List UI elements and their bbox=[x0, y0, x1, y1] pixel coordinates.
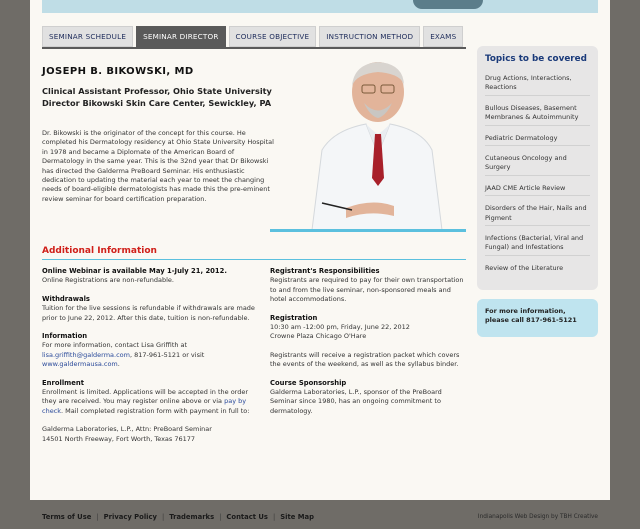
webinar-text: Online Registrations are non-refundable. bbox=[42, 276, 174, 285]
tab-instruction-method[interactable]: INSTRUCTION METHOD bbox=[319, 26, 420, 47]
topic-item: Cutaneous Oncology and Surgery bbox=[485, 154, 590, 176]
footer-credit[interactable]: Indianapolis Web Design by TBH Creative bbox=[477, 514, 598, 520]
footer-separator: | bbox=[96, 513, 99, 521]
topic-item: Drug Actions, Interactions, Reactions bbox=[485, 74, 590, 96]
topic-item: Review of the Literature bbox=[485, 263, 564, 272]
sponsorship-text: Galderma Laboratories, L.P., sponsor of the PreBoard Seminar since 1980, has an ongoing commitment to dermatology. bbox=[270, 388, 442, 415]
sponsorship-heading: Course Sponsorship bbox=[270, 378, 347, 387]
information-prefix: For more information, contact Lisa Griffith at bbox=[42, 341, 188, 350]
topics-heading: Topics to be covered bbox=[485, 54, 587, 64]
footer-links bbox=[42, 513, 314, 521]
topic-item: Disorders of the Hair, Nails and Pigment bbox=[485, 204, 590, 226]
responsibilities-text: Registrants are required to pay for their own transportation to and from the live seminar, non-sponsored meals and hotel accommodations. bbox=[270, 276, 464, 304]
topic-item: Bullous Diseases, Basement Membranes & Autoimmunity bbox=[485, 104, 590, 126]
director-name: JOSEPH B. BIKOWSKI, MD bbox=[42, 66, 194, 77]
withdrawals-text: Tuition for the live sessions is refundable if withdrawals are made prior to June 22, 2012. After this date, tuition is non-refundable. bbox=[42, 304, 255, 322]
information-text bbox=[42, 341, 260, 369]
registration-place: Crowne Plaza Chicago O'Hare bbox=[270, 332, 367, 341]
footer-link-trademarks[interactable]: Trademarks bbox=[169, 513, 215, 521]
information-heading: Information bbox=[42, 332, 88, 341]
contact-email-link[interactable]: lisa.griffith@galderma.com bbox=[42, 350, 130, 359]
registration-heading: Registration bbox=[270, 313, 318, 322]
hero-banner bbox=[42, 0, 598, 13]
website-link[interactable]: www.galdermausa.com bbox=[42, 360, 118, 369]
enrollment-text bbox=[42, 388, 260, 416]
pay-by-check-link[interactable]: pay by check bbox=[42, 397, 247, 415]
information-phone: , 817-961-5121 or visit bbox=[129, 350, 205, 359]
enrollment-prefix: Enrollment is limited. Applications will be accepted in the order they are received. You may register online above or via bbox=[42, 388, 249, 406]
footer-link-contact[interactable]: Contact Us bbox=[226, 513, 268, 521]
tab-seminar-schedule[interactable]: SEMINAR SCHEDULE bbox=[42, 26, 133, 47]
topic-item: Pediatric Dermatology bbox=[485, 134, 590, 146]
additional-info-heading: Additional Information bbox=[42, 246, 157, 256]
tab-seminar-director[interactable]: SEMINAR DIRECTOR bbox=[136, 26, 225, 47]
additional-info-right-column bbox=[270, 267, 466, 425]
tab-exams[interactable]: EXAMS bbox=[423, 26, 463, 47]
director-bio: Dr. Bikowski is the originator of the concept for this course. He completed his Dermatology residency at Ohio State University Hospital in 1978 and became a Diplomate of the American Board of Dermatology in the same year. This is the 32nd year that Dr Bikowski has directed the Galderma PreBoard Seminar. His enthusiastic dedication to updating the material each year to meet the changing needs of board-eligible dermatologists has made this the pre-eminent review seminar for board certification preparation. bbox=[42, 129, 274, 203]
enrollment-heading: Enrollment bbox=[42, 378, 84, 387]
footer-separator: | bbox=[219, 513, 222, 521]
tab-bar bbox=[42, 26, 463, 47]
withdrawals-heading: Withdrawals bbox=[42, 294, 90, 303]
address-line-2: 14501 North Freeway, Fort Worth, Texas 76177 bbox=[42, 434, 196, 443]
information-end: . bbox=[117, 360, 120, 369]
enrollment-suffix: . Mail completed registration form with payment in full to: bbox=[61, 406, 250, 415]
contact-info-box: For more information, please call 817-961-5121 bbox=[477, 299, 598, 337]
registration-packet-text: Registrants will receive a registration packet which covers the events of the weekend, as well as the syllabus binder. bbox=[270, 350, 460, 369]
footer-link-privacy[interactable]: Privacy Policy bbox=[103, 513, 157, 521]
responsibilities-heading: Registrant's Responsibilities bbox=[270, 267, 380, 275]
additional-info-divider bbox=[42, 259, 466, 260]
director-title: Clinical Assistant Professor, Ohio State University Director Bikowski Skin Care Center, Sewickley, PA bbox=[42, 86, 272, 109]
footer-link-sitemap[interactable]: Site Map bbox=[280, 513, 314, 521]
topic-item: Infections (Bacterial, Viral and Fungal) and Infestations bbox=[485, 234, 590, 256]
webinar-heading: Online Webinar is available May 1-July 21, 2012. bbox=[42, 267, 227, 275]
topics-sidebar bbox=[477, 46, 598, 290]
additional-info-left-column bbox=[42, 267, 260, 453]
photo-underline bbox=[270, 229, 466, 232]
tab-divider bbox=[42, 47, 466, 49]
registration-time: 10:30 am -12:00 pm, Friday, June 22, 2012 bbox=[270, 323, 410, 332]
address-line-1: Galderma Laboratories, L.P., Attn: PreBoard Seminar bbox=[42, 425, 212, 434]
tab-course-objective[interactable]: COURSE OBJECTIVE bbox=[229, 26, 317, 47]
director-photo bbox=[282, 58, 468, 230]
footer-link-terms[interactable]: Terms of Use bbox=[42, 513, 92, 521]
footer-separator: | bbox=[161, 513, 165, 521]
topic-item: JAAD CME Article Review bbox=[485, 184, 590, 196]
footer-separator: | bbox=[272, 513, 276, 521]
